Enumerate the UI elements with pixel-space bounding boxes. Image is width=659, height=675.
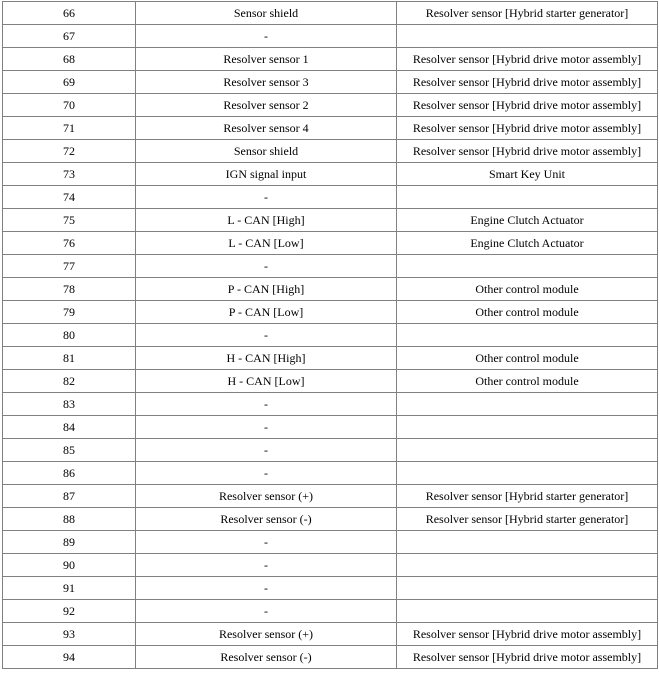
description-cell: - — [136, 255, 397, 278]
pin-number-cell: 78 — [3, 278, 136, 301]
pin-table — [2, 1, 658, 669]
description-cell: Resolver sensor (-) — [136, 646, 397, 669]
description-cell: Resolver sensor 2 — [136, 94, 397, 117]
description-cell: - — [136, 439, 397, 462]
pin-number-cell: 86 — [3, 462, 136, 485]
description-cell: P - CAN [Low] — [136, 301, 397, 324]
table-row — [3, 462, 658, 485]
description-cell: Resolver sensor 4 — [136, 117, 397, 140]
connection-cell — [397, 255, 658, 278]
connection-cell: Resolver sensor [Hybrid drive motor assembly] — [397, 48, 658, 71]
table-row — [3, 646, 658, 669]
connection-cell — [397, 600, 658, 623]
connection-cell: Resolver sensor [Hybrid starter generator] — [397, 508, 658, 531]
pin-number-cell: 80 — [3, 324, 136, 347]
description-cell: IGN signal input — [136, 163, 397, 186]
table-row — [3, 370, 658, 393]
table-row — [3, 117, 658, 140]
connection-cell — [397, 577, 658, 600]
table-row — [3, 209, 658, 232]
description-cell: - — [136, 393, 397, 416]
pin-number-cell: 72 — [3, 140, 136, 163]
pin-number-cell: 82 — [3, 370, 136, 393]
description-cell: Resolver sensor 3 — [136, 71, 397, 94]
pin-number-cell: 89 — [3, 531, 136, 554]
pin-number-cell: 87 — [3, 485, 136, 508]
description-cell: Resolver sensor (+) — [136, 623, 397, 646]
table-row — [3, 301, 658, 324]
connection-cell — [397, 439, 658, 462]
description-cell: P - CAN [High] — [136, 278, 397, 301]
pin-number-cell: 93 — [3, 623, 136, 646]
description-cell: Sensor shield — [136, 140, 397, 163]
connection-cell — [397, 393, 658, 416]
pin-number-cell: 88 — [3, 508, 136, 531]
description-cell: Resolver sensor (-) — [136, 508, 397, 531]
table-row — [3, 71, 658, 94]
description-cell: Sensor shield — [136, 2, 397, 25]
connection-cell: Engine Clutch Actuator — [397, 209, 658, 232]
connection-cell — [397, 531, 658, 554]
table-row — [3, 600, 658, 623]
pin-number-cell: 67 — [3, 25, 136, 48]
pin-table-body — [3, 2, 658, 669]
description-cell: - — [136, 25, 397, 48]
table-row — [3, 347, 658, 370]
connection-cell: Resolver sensor [Hybrid drive motor assembly] — [397, 140, 658, 163]
pin-number-cell: 73 — [3, 163, 136, 186]
table-row — [3, 163, 658, 186]
pin-number-cell: 77 — [3, 255, 136, 278]
description-cell: L - CAN [High] — [136, 209, 397, 232]
connection-cell: Resolver sensor [Hybrid drive motor assembly] — [397, 623, 658, 646]
pin-number-cell: 84 — [3, 416, 136, 439]
table-row — [3, 48, 658, 71]
connection-cell: Resolver sensor [Hybrid starter generator] — [397, 2, 658, 25]
connection-cell: Engine Clutch Actuator — [397, 232, 658, 255]
connection-cell — [397, 462, 658, 485]
connection-cell — [397, 25, 658, 48]
pin-number-cell: 75 — [3, 209, 136, 232]
table-row — [3, 2, 658, 25]
connection-cell: Resolver sensor [Hybrid drive motor assembly] — [397, 117, 658, 140]
table-row — [3, 439, 658, 462]
table-row — [3, 94, 658, 117]
table-row — [3, 324, 658, 347]
description-cell: H - CAN [Low] — [136, 370, 397, 393]
pin-number-cell: 83 — [3, 393, 136, 416]
description-cell: L - CAN [Low] — [136, 232, 397, 255]
table-row — [3, 623, 658, 646]
connection-cell — [397, 554, 658, 577]
table-row — [3, 393, 658, 416]
connection-cell: Resolver sensor [Hybrid drive motor assembly] — [397, 646, 658, 669]
description-cell: - — [136, 416, 397, 439]
pin-number-cell: 94 — [3, 646, 136, 669]
connection-cell — [397, 324, 658, 347]
table-row — [3, 186, 658, 209]
connection-cell — [397, 416, 658, 439]
description-cell: H - CAN [High] — [136, 347, 397, 370]
table-row — [3, 140, 658, 163]
description-cell: - — [136, 324, 397, 347]
connection-cell: Other control module — [397, 370, 658, 393]
pin-number-cell: 91 — [3, 577, 136, 600]
connection-cell — [397, 186, 658, 209]
description-cell: - — [136, 531, 397, 554]
table-row — [3, 554, 658, 577]
pin-number-cell: 85 — [3, 439, 136, 462]
table-row — [3, 577, 658, 600]
table-row — [3, 485, 658, 508]
connection-cell: Resolver sensor [Hybrid starter generator] — [397, 485, 658, 508]
description-cell: Resolver sensor (+) — [136, 485, 397, 508]
pin-number-cell: 66 — [3, 2, 136, 25]
description-cell: - — [136, 600, 397, 623]
table-row — [3, 232, 658, 255]
description-cell: - — [136, 577, 397, 600]
pin-number-cell: 81 — [3, 347, 136, 370]
description-cell: Resolver sensor 1 — [136, 48, 397, 71]
table-row — [3, 508, 658, 531]
connection-cell: Resolver sensor [Hybrid drive motor assembly] — [397, 71, 658, 94]
pin-number-cell: 76 — [3, 232, 136, 255]
pin-number-cell: 70 — [3, 94, 136, 117]
table-row — [3, 416, 658, 439]
table-row — [3, 25, 658, 48]
connection-cell: Other control module — [397, 347, 658, 370]
description-cell: - — [136, 554, 397, 577]
description-cell: - — [136, 186, 397, 209]
pin-number-cell: 90 — [3, 554, 136, 577]
table-row — [3, 531, 658, 554]
connection-cell: Other control module — [397, 301, 658, 324]
pin-number-cell: 79 — [3, 301, 136, 324]
connection-cell: Other control module — [397, 278, 658, 301]
pin-number-cell: 74 — [3, 186, 136, 209]
description-cell: - — [136, 462, 397, 485]
table-row — [3, 255, 658, 278]
pin-number-cell: 68 — [3, 48, 136, 71]
connection-cell: Smart Key Unit — [397, 163, 658, 186]
connection-cell: Resolver sensor [Hybrid drive motor assembly] — [397, 94, 658, 117]
pin-number-cell: 71 — [3, 117, 136, 140]
pin-number-cell: 69 — [3, 71, 136, 94]
pin-number-cell: 92 — [3, 600, 136, 623]
table-row — [3, 278, 658, 301]
